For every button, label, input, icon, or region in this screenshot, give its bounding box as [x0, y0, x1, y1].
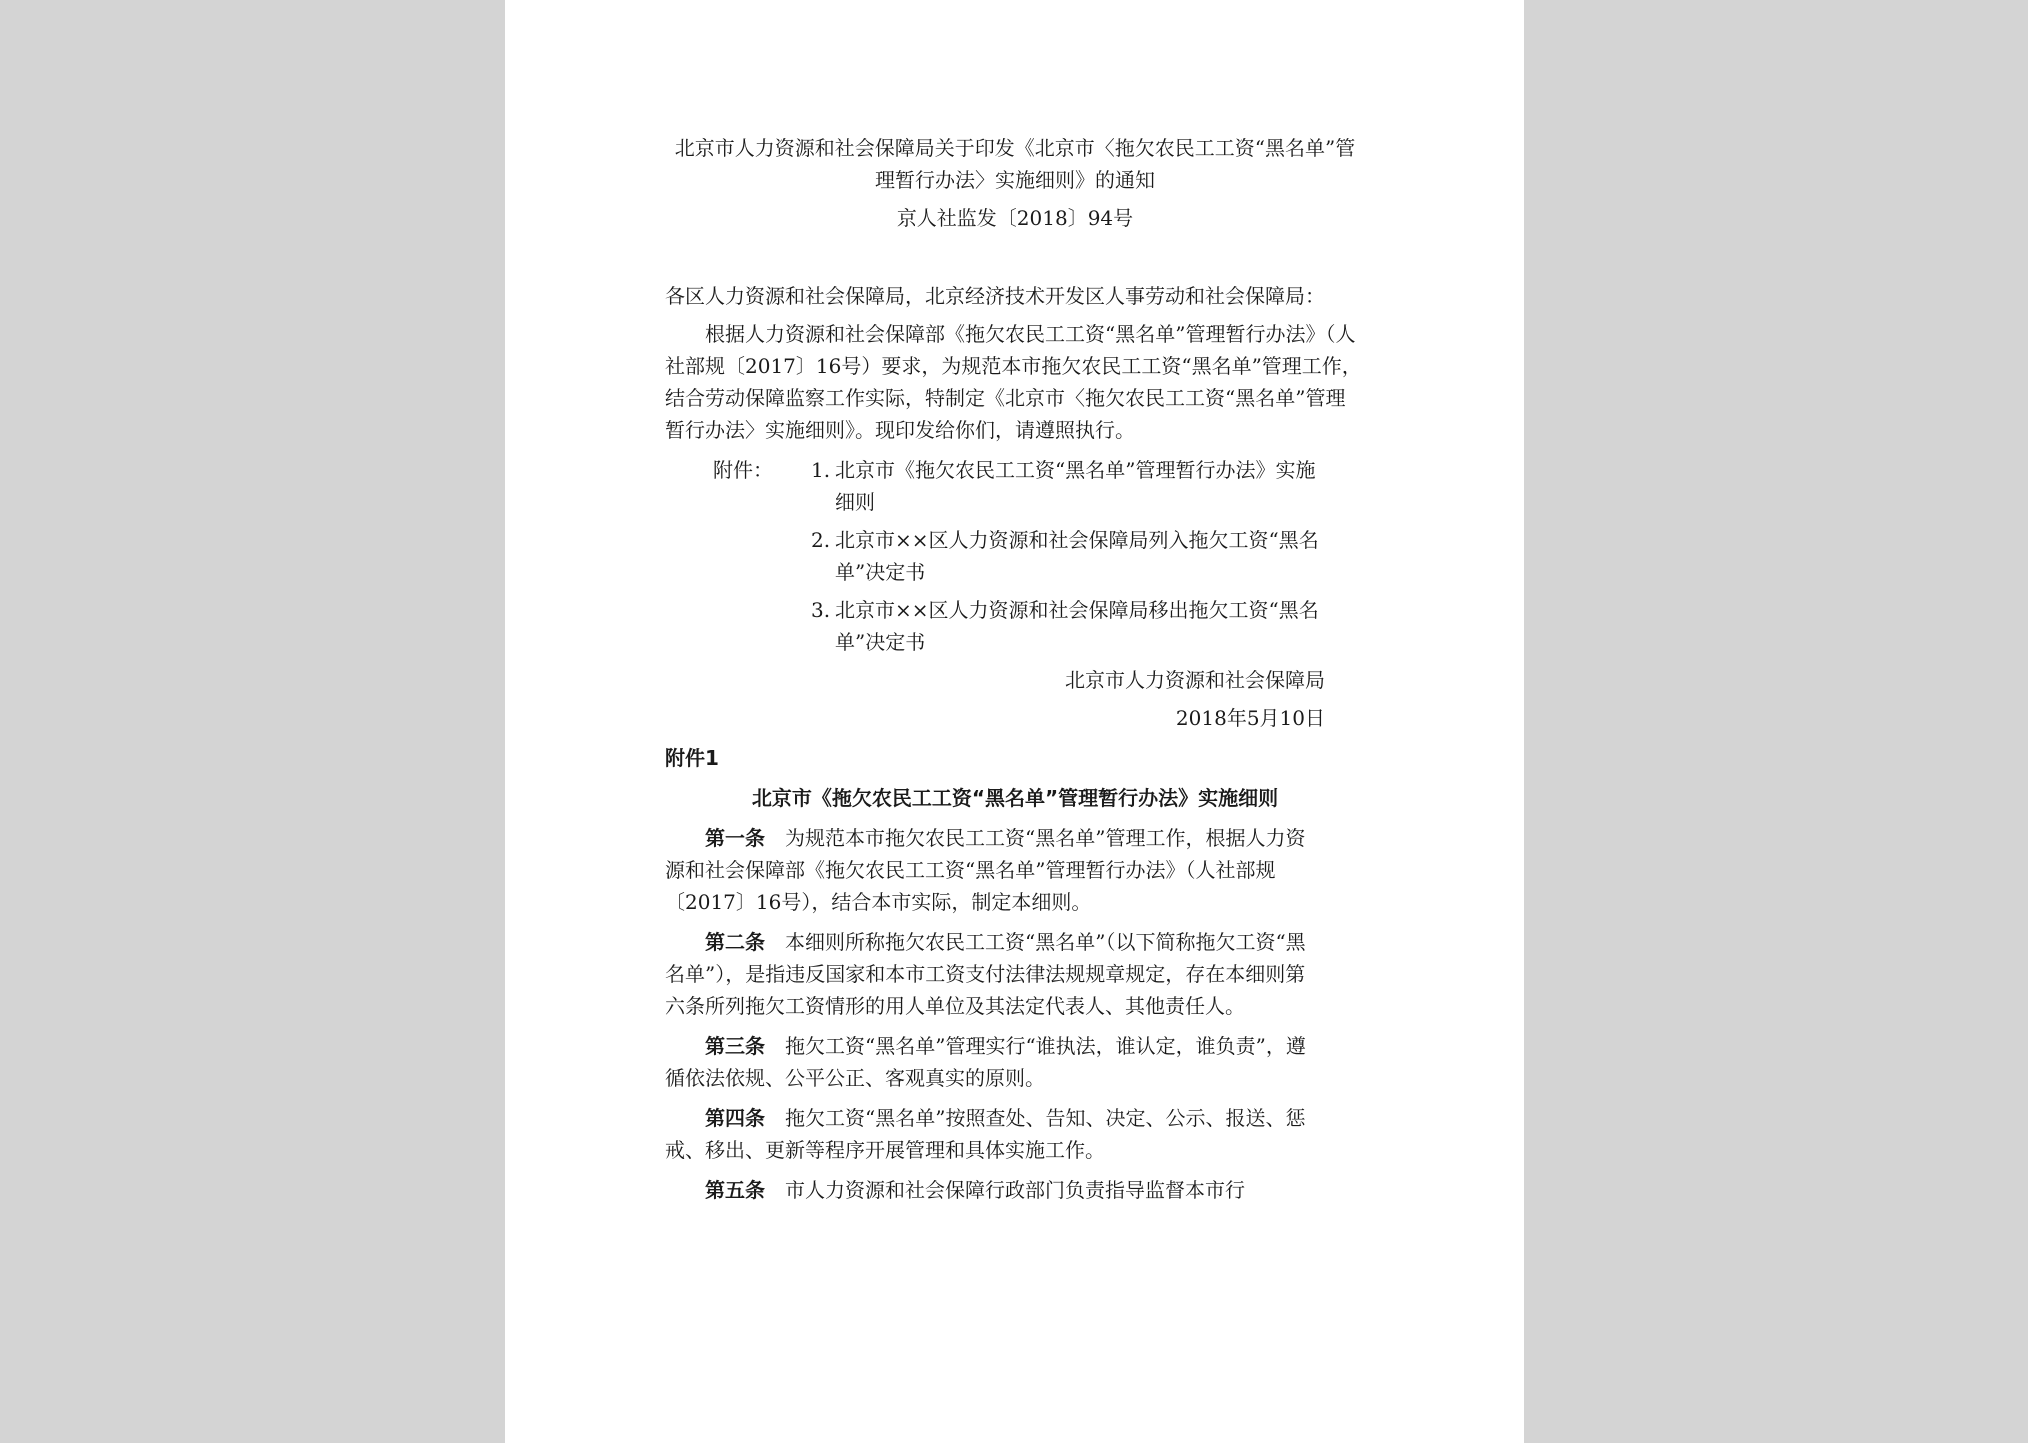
attachment-item — [665, 594, 1365, 658]
attachment-number: 2. — [811, 528, 831, 552]
document-number: 京人社监发〔2018〕94号 — [896, 206, 1134, 230]
article-4 — [665, 1102, 1325, 1166]
article-2 — [665, 926, 1325, 1022]
article-1 — [665, 822, 1325, 918]
document-page — [505, 0, 1524, 1443]
attachment-item — [665, 454, 1365, 518]
article-text: 市人力资源和社会保障行政部门负责指导监督本市行 — [785, 1178, 1245, 1202]
attachment-text: 北京市《拖欠农民工工资“黑名单”管理暂行办法》实施细则 — [835, 458, 1316, 514]
article-heading: 第三条 — [705, 1034, 765, 1058]
issuer-signature: 北京市人力资源和社会保障局 — [1065, 668, 1325, 692]
attachments-label: 附件： — [713, 458, 773, 482]
body-paragraph: 根据人力资源和社会保障部《拖欠农民工工资“黑名单”管理暂行办法》（人社部规〔2017〕16号）要求，为规范本市拖欠农民工工资“黑名单”管理工作，结合劳动保障监察工作实际，特制定《北京市〈拖欠农民工工资“黑名单”管理暂行办法〉实施细则》。现印发给你们，请遵照执行。 — [665, 322, 1362, 442]
article-text: 本细则所称拖欠农民工工资“黑名单”（以下简称拖欠工资“黑名单”），是指违反国家和本市工资支付法律法规规章规定，存在本细则第六条所列拖欠工资情形的用人单位及其法定代表人、其他责任人。 — [665, 930, 1306, 1018]
issue-date: 2018年5月10日 — [1175, 706, 1325, 730]
article-heading: 第四条 — [705, 1106, 765, 1130]
attachment-text: 北京市××区人力资源和社会保障局移出拖欠工资“黑名单”决定书 — [835, 598, 1319, 654]
attachment-item — [665, 524, 1365, 588]
article-text: 拖欠工资“黑名单”按照查处、告知、决定、公示、报送、惩戒、移出、更新等程序开展管理和具体实施工作。 — [665, 1106, 1306, 1162]
document-content — [665, 132, 1365, 1206]
attachment-number: 3. — [811, 598, 831, 622]
article-text: 为规范本市拖欠农民工工资“黑名单”管理工作，根据人力资源和社会保障部《拖欠农民工工资“黑名单”管理暂行办法》（人社部规〔2017〕16号），结合本市实际，制定本细则。 — [665, 826, 1306, 914]
document-title: 北京市人力资源和社会保障局关于印发《北京市〈拖欠农民工工资“黑名单”管理暂行办法〉实施细则》的通知 — [674, 136, 1356, 192]
attachment-number: 1. — [811, 458, 831, 482]
attachments-list — [665, 454, 1365, 658]
annex-title: 北京市《拖欠农民工工资“黑名单”管理暂行办法》实施细则 — [751, 786, 1279, 810]
recipient-line: 各区人力资源和社会保障局，北京经济技术开发区人事劳动和社会保障局： — [665, 284, 1325, 308]
article-5 — [665, 1174, 1325, 1206]
article-text: 拖欠工资“黑名单”管理实行“谁执法，谁认定，谁负责”，遵循依法依规、公平公正、客观真实的原则。 — [665, 1034, 1306, 1090]
article-heading: 第五条 — [705, 1178, 765, 1202]
attachment-text: 北京市××区人力资源和社会保障局列入拖欠工资“黑名单”决定书 — [835, 528, 1319, 584]
article-heading: 第一条 — [705, 826, 765, 850]
article-heading: 第二条 — [705, 930, 765, 954]
article-3 — [665, 1030, 1325, 1094]
annex-label: 附件1 — [665, 746, 719, 770]
